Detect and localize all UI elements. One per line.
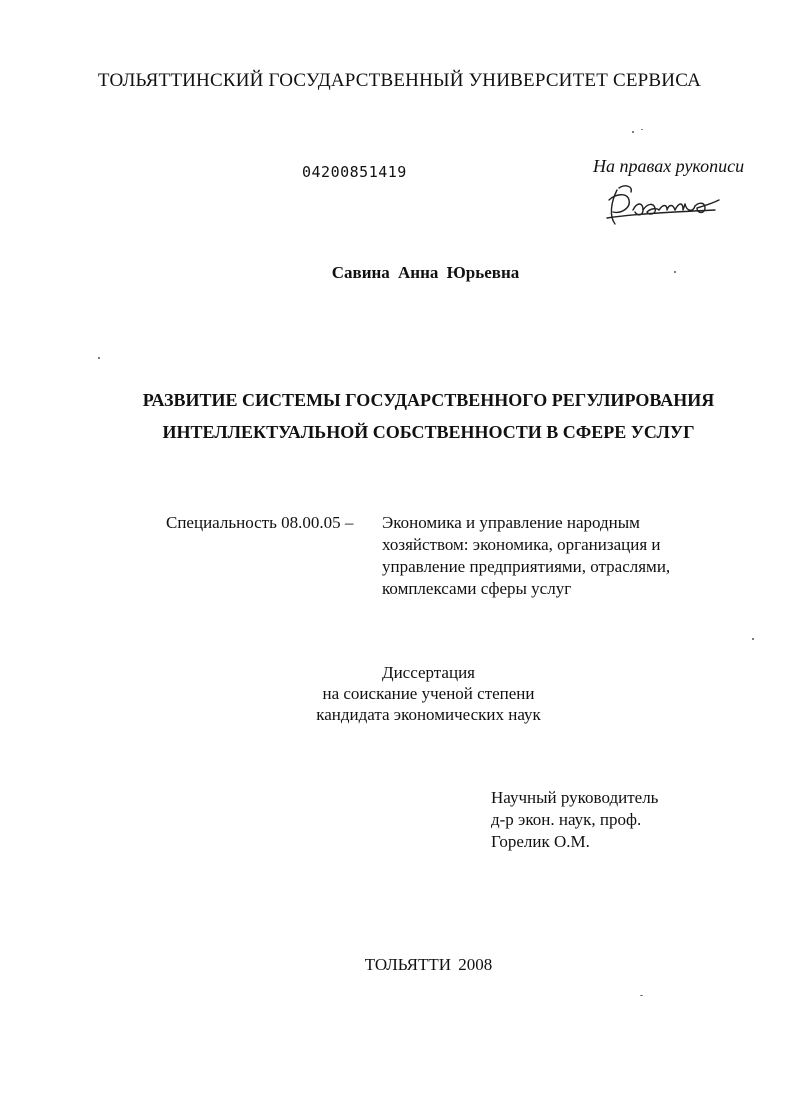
degree-statement <box>0 662 799 725</box>
advisor-name: Горелик О.М. <box>491 832 590 851</box>
scan-speck <box>674 271 676 273</box>
scan-speck <box>640 995 643 996</box>
advisor-role: Научный руководитель <box>491 788 659 807</box>
degree-line-3: кандидата экономических наук <box>316 705 541 724</box>
title-line-1: РАЗВИТИЕ СИСТЕМЫ ГОСУДАРСТВЕННОГО РЕГУЛИРОВАНИЯ <box>142 390 715 410</box>
university-name: ТОЛЬЯТТИНСКИЙ ГОСУДАРСТВЕННЫЙ УНИВЕРСИТЕТ СЕРВИСА <box>97 70 702 91</box>
author-name: Савина Анна Юрьевна <box>331 263 520 282</box>
scan-speck <box>641 129 643 130</box>
specialty-line: хозяйством: экономика, организация и <box>382 535 661 554</box>
document-number: 04200851419 <box>302 163 407 181</box>
specialty-line: комплексами сферы услуг <box>382 579 572 598</box>
city-year: ТОЛЬЯТТИ 2008 <box>364 955 493 974</box>
specialty-label: Специальность 08.00.05 – <box>166 513 354 532</box>
scientific-advisor <box>491 787 658 853</box>
advisor-degree: д-р экон. наук, проф. <box>491 810 642 829</box>
degree-line-1: Диссертация <box>381 663 475 682</box>
degree-line-2: на соискание ученой степени <box>322 684 535 703</box>
dissertation-title <box>0 384 799 448</box>
title-line-2: ИНТЕЛЛЕКТУАЛЬНОЙ СОБСТВЕННОСТИ В СФЕРЕ УСЛУГ <box>162 422 695 442</box>
specialty-line: Экономика и управление народным <box>382 513 640 532</box>
scan-speck <box>98 357 100 359</box>
scan-speck <box>752 638 754 640</box>
specialty-line: управление предприятиями, отраслями, <box>382 557 671 576</box>
specialty-description <box>382 512 670 600</box>
rights-note: На правах рукописи <box>593 156 745 176</box>
scan-speck <box>632 131 634 133</box>
handwritten-signature <box>603 180 725 230</box>
